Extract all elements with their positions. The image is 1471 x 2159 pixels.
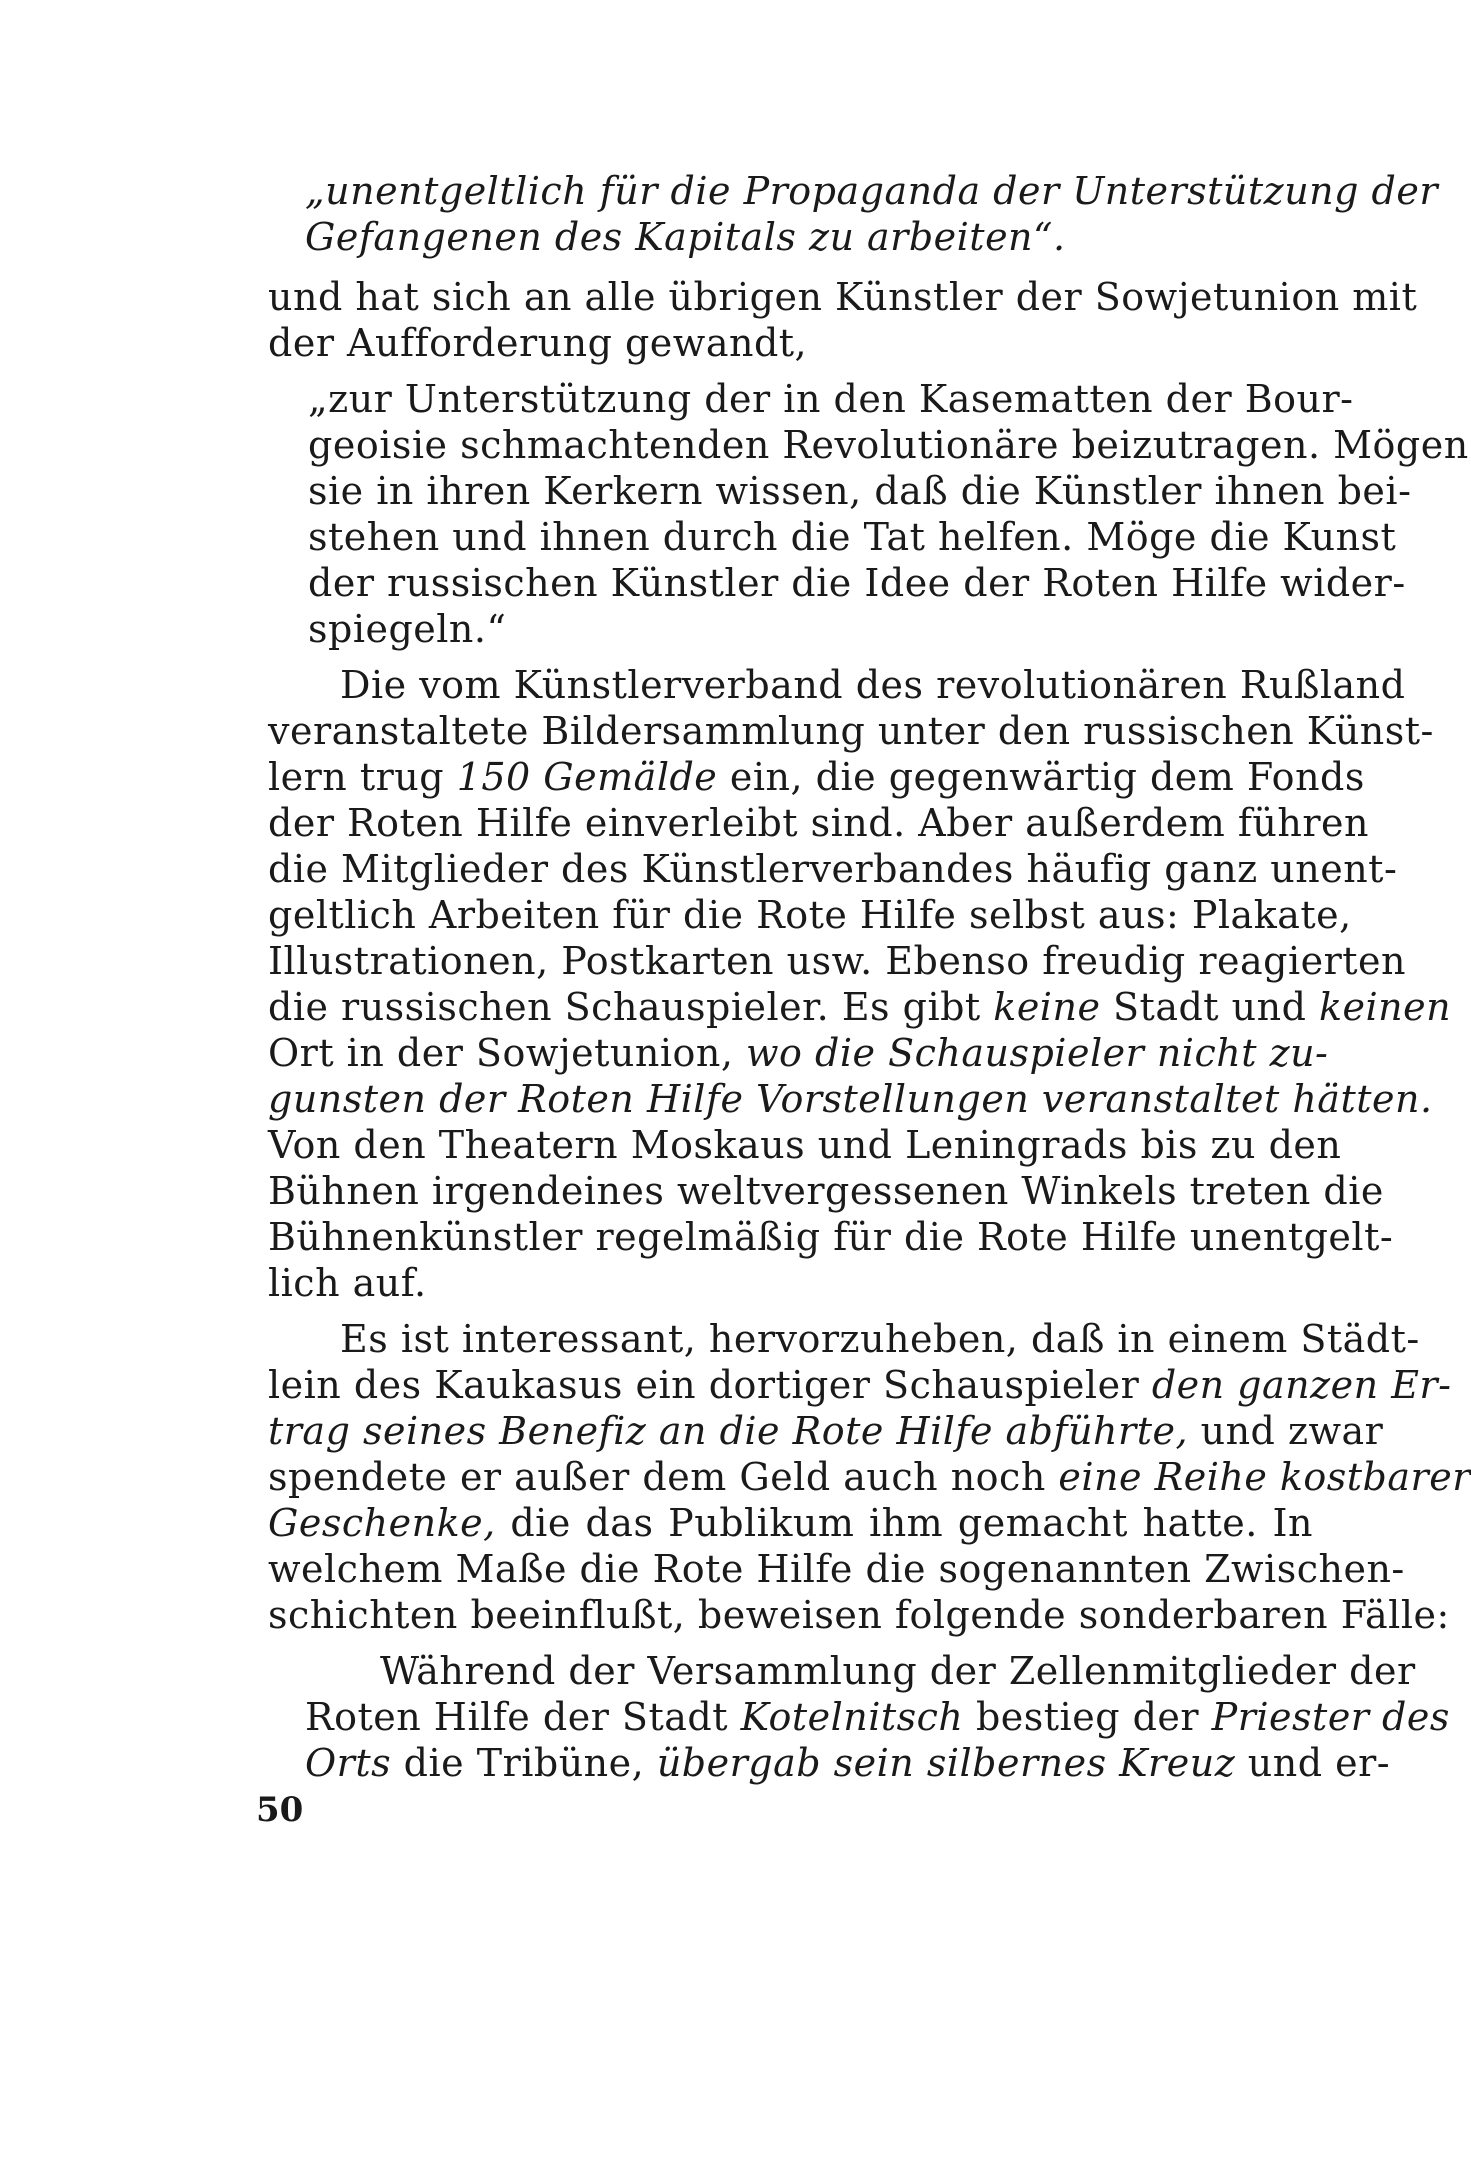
text-line	[268, 1214, 1394, 1260]
text-line	[268, 1546, 1405, 1592]
line-text: die russischen Schauspieler. Es gibt	[268, 985, 994, 1029]
text-line	[268, 800, 1369, 846]
text-line	[268, 846, 1398, 892]
emphasis-text: keinen	[1319, 985, 1452, 1029]
text-line	[268, 1500, 1313, 1546]
line-text: Bühnenkünstler regelmäßig für die Rote Hilfe unentgelt-	[268, 1215, 1394, 1259]
line-text: spiegeln.“	[308, 607, 507, 651]
line-text: Illustrationen, Postkarten usw. Ebenso freudig reagierten	[268, 939, 1406, 983]
text-line	[305, 1740, 1391, 1786]
text-line	[308, 376, 1354, 422]
emphasis-text: „unentgeltlich für die Propaganda der Unterstützung der	[305, 169, 1439, 213]
text-line	[268, 320, 807, 366]
text-line	[305, 214, 1066, 260]
line-text: Die vom Künstlerverband des revolutionären Rußland	[340, 663, 1406, 707]
line-text: die das Publikum ihm gemacht hatte. In	[495, 1501, 1313, 1545]
emphasis-text: Geschenke,	[268, 1501, 496, 1545]
text-line	[268, 1592, 1450, 1638]
line-text: stehen und ihnen durch die Tat helfen. Möge die Kunst	[308, 515, 1397, 559]
text-line	[340, 1316, 1420, 1362]
line-text: schichten beeinflußt, beweisen folgende sonderbaren Fälle:	[268, 1593, 1450, 1637]
text-line	[268, 274, 1418, 320]
emphasis-text: trag seines Benefiz an die Rote Hilfe abführte,	[268, 1409, 1189, 1453]
line-text: ein, die gegenwärtig dem Fonds	[717, 755, 1365, 799]
text-line	[268, 1454, 1471, 1500]
line-text: Es ist interessant, hervorzuheben, daß in einem Städt-	[340, 1317, 1420, 1361]
line-text: der russischen Künstler die Idee der Roten Hilfe wider-	[308, 561, 1406, 605]
page-number: 50	[256, 1790, 304, 1830]
line-text: lein des Kaukasus ein dortiger Schauspieler	[268, 1363, 1152, 1407]
text-line	[308, 422, 1469, 468]
text-line	[308, 606, 506, 652]
line-text: spendete er außer dem Geld auch noch	[268, 1455, 1059, 1499]
line-text: und zwar	[1188, 1409, 1384, 1453]
emphasis-text: Kotelnitsch	[740, 1695, 964, 1739]
line-text: Roten Hilfe der Stadt	[305, 1695, 741, 1739]
line-text: veranstaltete Bildersammlung unter den russischen Künst-	[268, 709, 1434, 753]
line-text: die Mitglieder des Künstlerverbandes häufig ganz unent-	[268, 847, 1398, 891]
emphasis-text: wo die Schauspieler nicht zu-	[746, 1031, 1329, 1075]
text-line	[268, 1260, 427, 1306]
emphasis-text: Gefangenen des Kapitals zu arbeiten“.	[305, 215, 1066, 259]
text-line	[380, 1648, 1416, 1694]
line-text: die Tribüne,	[391, 1741, 657, 1785]
line-text: „zur Unterstützung der in den Kasematten der Bour-	[308, 377, 1354, 421]
text-line	[308, 560, 1406, 606]
text-line	[268, 1362, 1452, 1408]
line-text: und hat sich an alle übrigen Künstler der Sowjetunion mit	[268, 275, 1418, 319]
line-text: geltlich Arbeiten für die Rote Hilfe selbst aus: Plakate,	[268, 893, 1352, 937]
text-line	[268, 1076, 1433, 1122]
emphasis-text: 150 Gemälde	[456, 755, 718, 799]
line-text: Während der Versammlung der Zellenmitglieder der	[380, 1649, 1416, 1693]
line-text: Bühnen irgendeines weltvergessenen Winkels treten die	[268, 1169, 1384, 1213]
emphasis-text: Orts	[305, 1741, 392, 1785]
emphasis-text: keine	[993, 985, 1101, 1029]
emphasis-text: eine Reihe kostbarer	[1058, 1455, 1471, 1499]
text-line	[268, 938, 1406, 984]
emphasis-text: übergab sein silbernes Kreuz	[656, 1741, 1236, 1785]
line-text: der Roten Hilfe einverleibt sind. Aber außerdem führen	[268, 801, 1369, 845]
emphasis-text: den ganzen Er-	[1151, 1363, 1452, 1407]
line-text: bestieg der	[963, 1695, 1212, 1739]
text-line	[308, 468, 1412, 514]
text-line	[268, 892, 1352, 938]
text-line	[268, 754, 1365, 800]
line-text: welchem Maße die Rote Hilfe die sogenannten Zwischen-	[268, 1547, 1405, 1591]
text-line	[268, 1408, 1384, 1454]
text-line	[268, 1168, 1384, 1214]
text-line	[268, 1030, 1329, 1076]
line-text: Stadt und	[1100, 985, 1320, 1029]
text-line	[305, 1694, 1450, 1740]
line-text: Ort in der Sowjetunion,	[268, 1031, 747, 1075]
text-line	[305, 168, 1439, 214]
line-text: und er-	[1235, 1741, 1391, 1785]
line-text: lich auf.	[268, 1261, 427, 1305]
line-text: der Aufforderung gewandt,	[268, 321, 808, 365]
emphasis-text: gunsten der Roten Hilfe Vorstellungen veranstaltet hätten.	[268, 1077, 1433, 1121]
text-line	[268, 984, 1452, 1030]
line-text: sie in ihren Kerkern wissen, daß die Künstler ihnen bei-	[308, 469, 1412, 513]
text-line	[268, 1122, 1342, 1168]
text-line	[340, 662, 1406, 708]
line-text: lern trug	[268, 755, 457, 799]
text-line	[268, 708, 1434, 754]
line-text: geoisie schmachtenden Revolutionäre beizutragen. Mögen	[308, 423, 1469, 467]
emphasis-text: Priester des	[1211, 1695, 1450, 1739]
line-text: Von den Theatern Moskaus und Leningrads bis zu den	[268, 1123, 1342, 1167]
text-line	[308, 514, 1397, 560]
